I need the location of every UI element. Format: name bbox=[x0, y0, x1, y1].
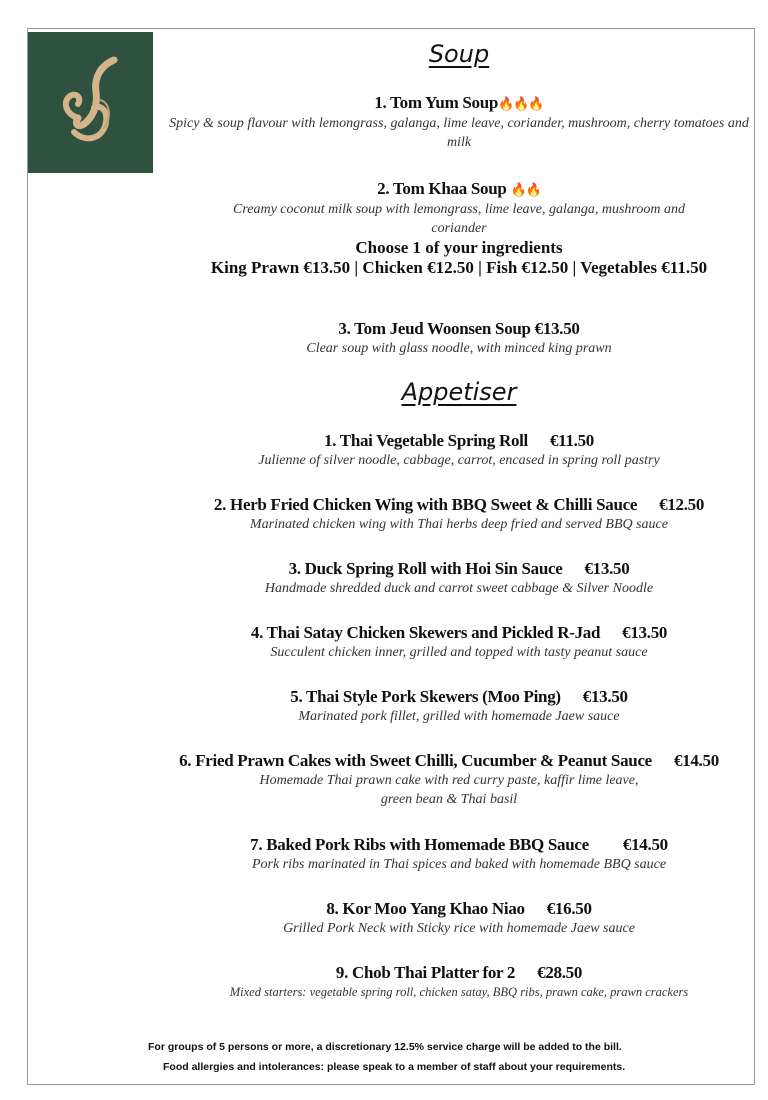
item-desc: Marinated chicken wing with Thai herbs deep fried and served BBQ sauce bbox=[250, 517, 668, 532]
item-title: 9. Chob Thai Platter for 2 bbox=[335, 963, 516, 982]
item-desc: Succulent chicken inner, grilled and topped with tasty peanut sauce bbox=[270, 645, 648, 660]
chili-flame-icon: 🔥🔥 bbox=[510, 182, 541, 197]
appetiser-item-9 bbox=[150, 962, 768, 1002]
appetiser-item-1 bbox=[150, 430, 768, 470]
item-title: 8. Kor Moo Yang Khao Niao bbox=[326, 899, 525, 918]
item-title: 7. Baked Pork Ribs with Homemade BBQ Sauce bbox=[250, 835, 589, 854]
item-desc: Clear soup with glass noodle, with minced king prawn bbox=[306, 341, 612, 356]
appetiser-item-8 bbox=[150, 898, 768, 938]
item-price: €14.50 bbox=[622, 835, 668, 854]
item-title: 3. Tom Jeud Woonsen Soup €13.50 bbox=[338, 319, 580, 338]
item-price: €13.50 bbox=[584, 559, 630, 578]
appetiser-item-7 bbox=[150, 834, 768, 874]
item-desc: Homemade Thai prawn cake with red curry paste, kaffir lime leave, bbox=[259, 773, 639, 788]
item-desc: Grilled Pork Neck with Sticky rice with homemade Jaew sauce bbox=[283, 921, 635, 936]
item-title: 4. Thai Satay Chicken Skewers and Pickled R-Jad bbox=[250, 623, 601, 642]
section-title-soup: Soup bbox=[428, 40, 490, 68]
item-title: 3. Duck Spring Roll with Hoi Sin Sauce bbox=[288, 559, 563, 578]
appetiser-item-3 bbox=[150, 558, 768, 598]
allergy-note: Food allergies and intolerances: please speak to a member of staff about your requirements. bbox=[163, 1061, 626, 1073]
item-price: €14.50 bbox=[673, 751, 719, 770]
item-desc-line2: green bean & Thai basil bbox=[380, 792, 518, 807]
item-price: €28.50 bbox=[537, 963, 583, 982]
item-title: 2. Tom Khaa Soup bbox=[377, 179, 507, 198]
item-price: €13.50 bbox=[622, 623, 668, 642]
item-title: 5. Thai Style Pork Skewers (Moo Ping) bbox=[290, 687, 561, 706]
ingredient-price-options: King Prawn €13.50 | Chicken €12.50 | Fish €12.50 | Vegetables €11.50 bbox=[210, 258, 708, 277]
item-desc: Marinated pork fillet, grilled with homemade Jaew sauce bbox=[298, 709, 620, 724]
chili-flame-icon: 🔥🔥🔥 bbox=[498, 96, 544, 111]
item-desc: Pork ribs marinated in Thai spices and baked with homemade BBQ sauce bbox=[251, 857, 667, 872]
item-desc: Mixed starters: vegetable spring roll, chicken satay, BBQ ribs, prawn cake, prawn crackers bbox=[229, 985, 689, 999]
item-title: 6. Fried Prawn Cakes with Sweet Chilli, Cucumber & Peanut Sauce bbox=[179, 751, 652, 770]
item-desc: Creamy coconut milk soup with lemongrass, lime leave, galanga, mushroom and coriander bbox=[233, 202, 685, 236]
section-title-appetiser: Appetiser bbox=[401, 378, 517, 406]
appetiser-item-5 bbox=[150, 686, 768, 726]
service-charge-note: For groups of 5 persons or more, a discretionary 12.5% service charge will be added to the bill. bbox=[148, 1041, 622, 1053]
item-price: €12.50 bbox=[659, 495, 705, 514]
item-desc: Handmade shredded duck and carrot sweet cabbage & Silver Noodle bbox=[264, 581, 654, 596]
item-title: 2. Herb Fried Chicken Wing with BBQ Sweet & Chilli Sauce bbox=[213, 495, 638, 514]
item-price: €13.50 bbox=[582, 687, 628, 706]
soup-item-1 bbox=[150, 92, 768, 152]
soup-item-3 bbox=[150, 318, 768, 358]
item-title: 1. Thai Vegetable Spring Roll bbox=[323, 431, 528, 450]
soup-item-2 bbox=[150, 178, 768, 278]
item-price: €16.50 bbox=[546, 899, 592, 918]
item-desc: Julienne of silver noodle, cabbage, carrot, encased in spring roll pastry bbox=[258, 453, 660, 468]
item-price: €11.50 bbox=[549, 431, 594, 450]
item-title: 1. Tom Yum Soup bbox=[374, 93, 499, 112]
appetiser-item-4 bbox=[150, 622, 768, 662]
appetiser-item-2 bbox=[150, 494, 768, 534]
choose-ingredient-label: Choose 1 of your ingredients bbox=[355, 238, 563, 257]
item-desc: Spicy & soup flavour with lemongrass, galanga, lime leave, coriander, mushroom, cherry tomatoes and milk bbox=[169, 116, 749, 150]
appetiser-item-6 bbox=[140, 750, 758, 809]
restaurant-logo bbox=[28, 32, 153, 173]
restaurant-logo-icon bbox=[56, 52, 126, 152]
